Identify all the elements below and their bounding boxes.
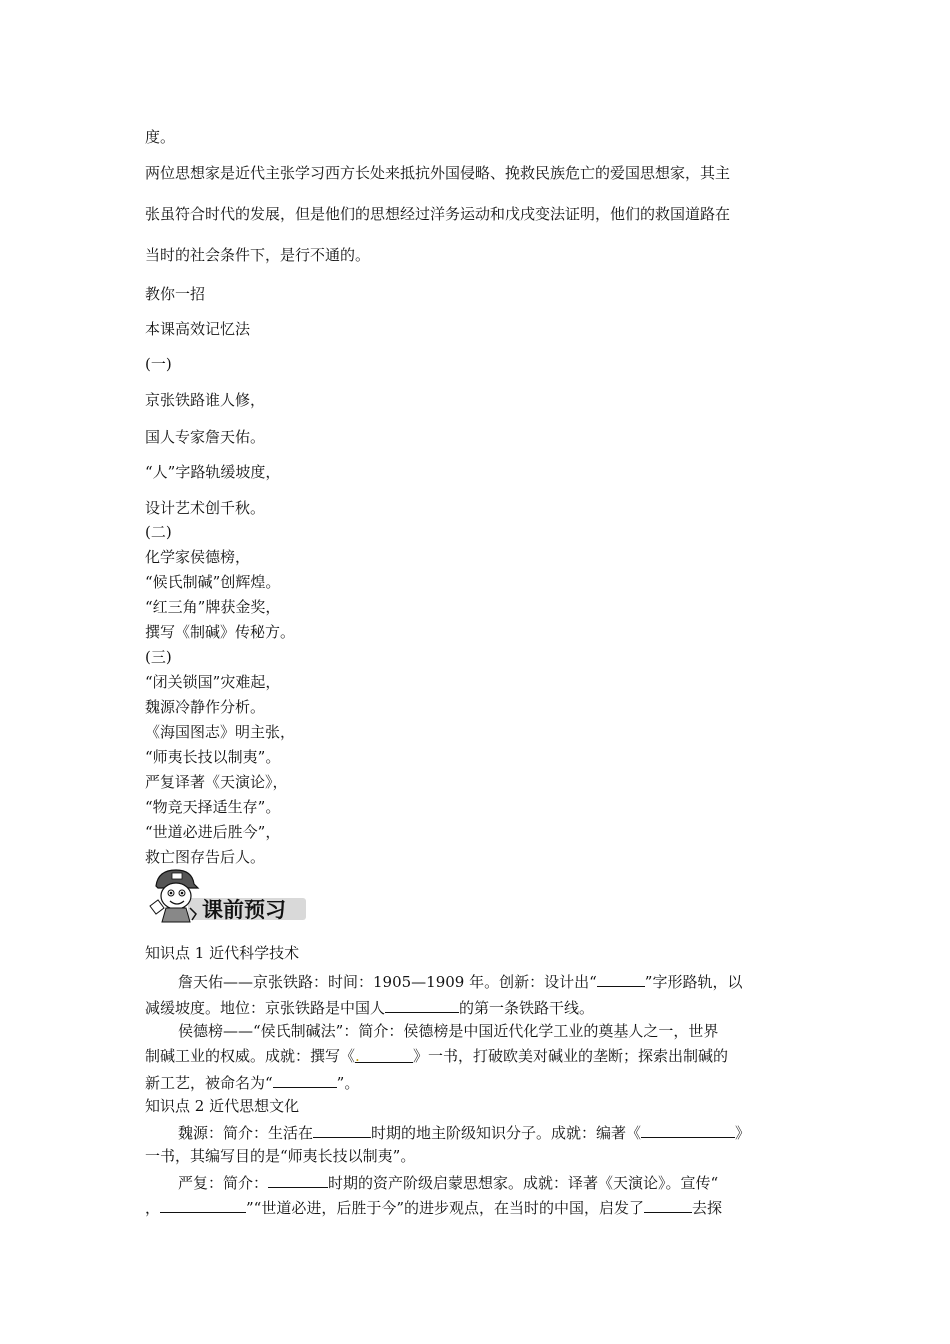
yan-line-1: 严复：简介： 时期的资产阶级启蒙思想家。成就：译著《天演论》。宣传“ <box>178 1171 718 1193</box>
intro-paragraph-line: 当时的社会条件下，是行不通的。 <box>145 246 371 264</box>
poem-line: 化学家侯德榜， <box>145 548 251 566</box>
yan-line-2: ， ”“世道必进，后胜于今”的进步观点，在当时的中国，启发了 去探 <box>145 1196 722 1218</box>
poem-line: “世道必进后胜今”， <box>145 823 281 841</box>
zhan-line-2: 减缓坡度。地位：京张铁路是中国人 的第一条铁路干线。 <box>145 996 594 1018</box>
tips-subheading: 本课高效记忆法 <box>145 320 251 338</box>
section-marker: (三) <box>145 648 172 666</box>
poem-line: 魏源冷静作分析。 <box>145 698 266 716</box>
hou-line-1: 侯德榜——“侯氏制碱法”：简介：侯德榜是中国近代化学工业的奠基人之一，世界 <box>178 1022 719 1040</box>
poem-line: “闭关锁国”灾难起， <box>145 673 281 691</box>
intro-paragraph-line: 两位思想家是近代主张学习西方长处来抵抗外国侵略、挽救民族危亡的爱国思想家，其主 <box>145 164 731 182</box>
knowledge-point-2-title: 知识点 2 近代思想文化 <box>145 1097 300 1115</box>
wei-period-blank[interactable] <box>313 1121 371 1138</box>
poem-line: 严复译著《天演论》， <box>145 773 288 791</box>
yan-idea-blank[interactable] <box>160 1196 246 1213</box>
hou-line-2: 制碱工业的权威。成就：撰写《. 》一书，打破欧美对碱业的垄断；探索出制碱的 <box>145 1047 729 1065</box>
wei-line-1: 魏源：简介：生活在 时期的地主阶级知识分子。成就：编著《 》 <box>178 1121 750 1143</box>
poem-line: 设计艺术创千秋。 <box>145 499 266 517</box>
knowledge-point-1-title: 知识点 1 近代科学技术 <box>145 944 300 962</box>
poem-line: 撰写《制碱》传秘方。 <box>145 623 296 641</box>
poem-line: “物竞天择适生存”。 <box>145 798 281 816</box>
wei-book-blank[interactable] <box>641 1121 735 1138</box>
intro-paragraph-line: 张虽符合时代的发展，但是他们的思想经过洋务运动和戊戌变法证明，他们的救国道路在 <box>145 205 731 223</box>
poem-line: “红三角”牌获金奖， <box>145 598 281 616</box>
preview-banner-image <box>146 866 308 924</box>
yan-period-blank[interactable] <box>268 1171 328 1188</box>
wei-line-2: 一书，其编写目的是“师夷长技以制夷”。 <box>145 1147 416 1165</box>
poem-line: 京张铁路谁人修， <box>145 391 266 409</box>
poem-line: “候氏制碱”创辉煌。 <box>145 573 281 591</box>
banner-title: 课前预习 <box>202 899 286 922</box>
intro-line: 度。 <box>145 128 176 146</box>
poem-line: “师夷长技以制夷”。 <box>145 748 281 766</box>
zhan-shape-blank[interactable] <box>597 970 645 987</box>
poem-line: 救亡图存告后人。 <box>145 848 266 866</box>
section-marker: (一) <box>145 355 172 373</box>
poem-line: 《海国图志》明主张， <box>145 723 296 741</box>
zhan-line-1: 詹天佑——京张铁路：时间：1905—1909 年。创新：设计出“ ”字形路轨，以 <box>178 970 742 992</box>
poem-line: 国人专家詹天佑。 <box>145 428 266 446</box>
tips-heading: 教你一招 <box>145 285 206 303</box>
hou-line-3: 新工艺，被命名为“ ”。 <box>145 1071 359 1093</box>
poem-line: “人”字路轨缓坡度， <box>145 463 281 481</box>
zhan-builder-blank[interactable] <box>385 996 459 1013</box>
section-marker: (二) <box>145 523 172 541</box>
yan-people-blank[interactable] <box>644 1196 692 1213</box>
hou-book-blank[interactable]: . <box>355 1046 413 1063</box>
hou-method-blank[interactable] <box>273 1071 337 1088</box>
